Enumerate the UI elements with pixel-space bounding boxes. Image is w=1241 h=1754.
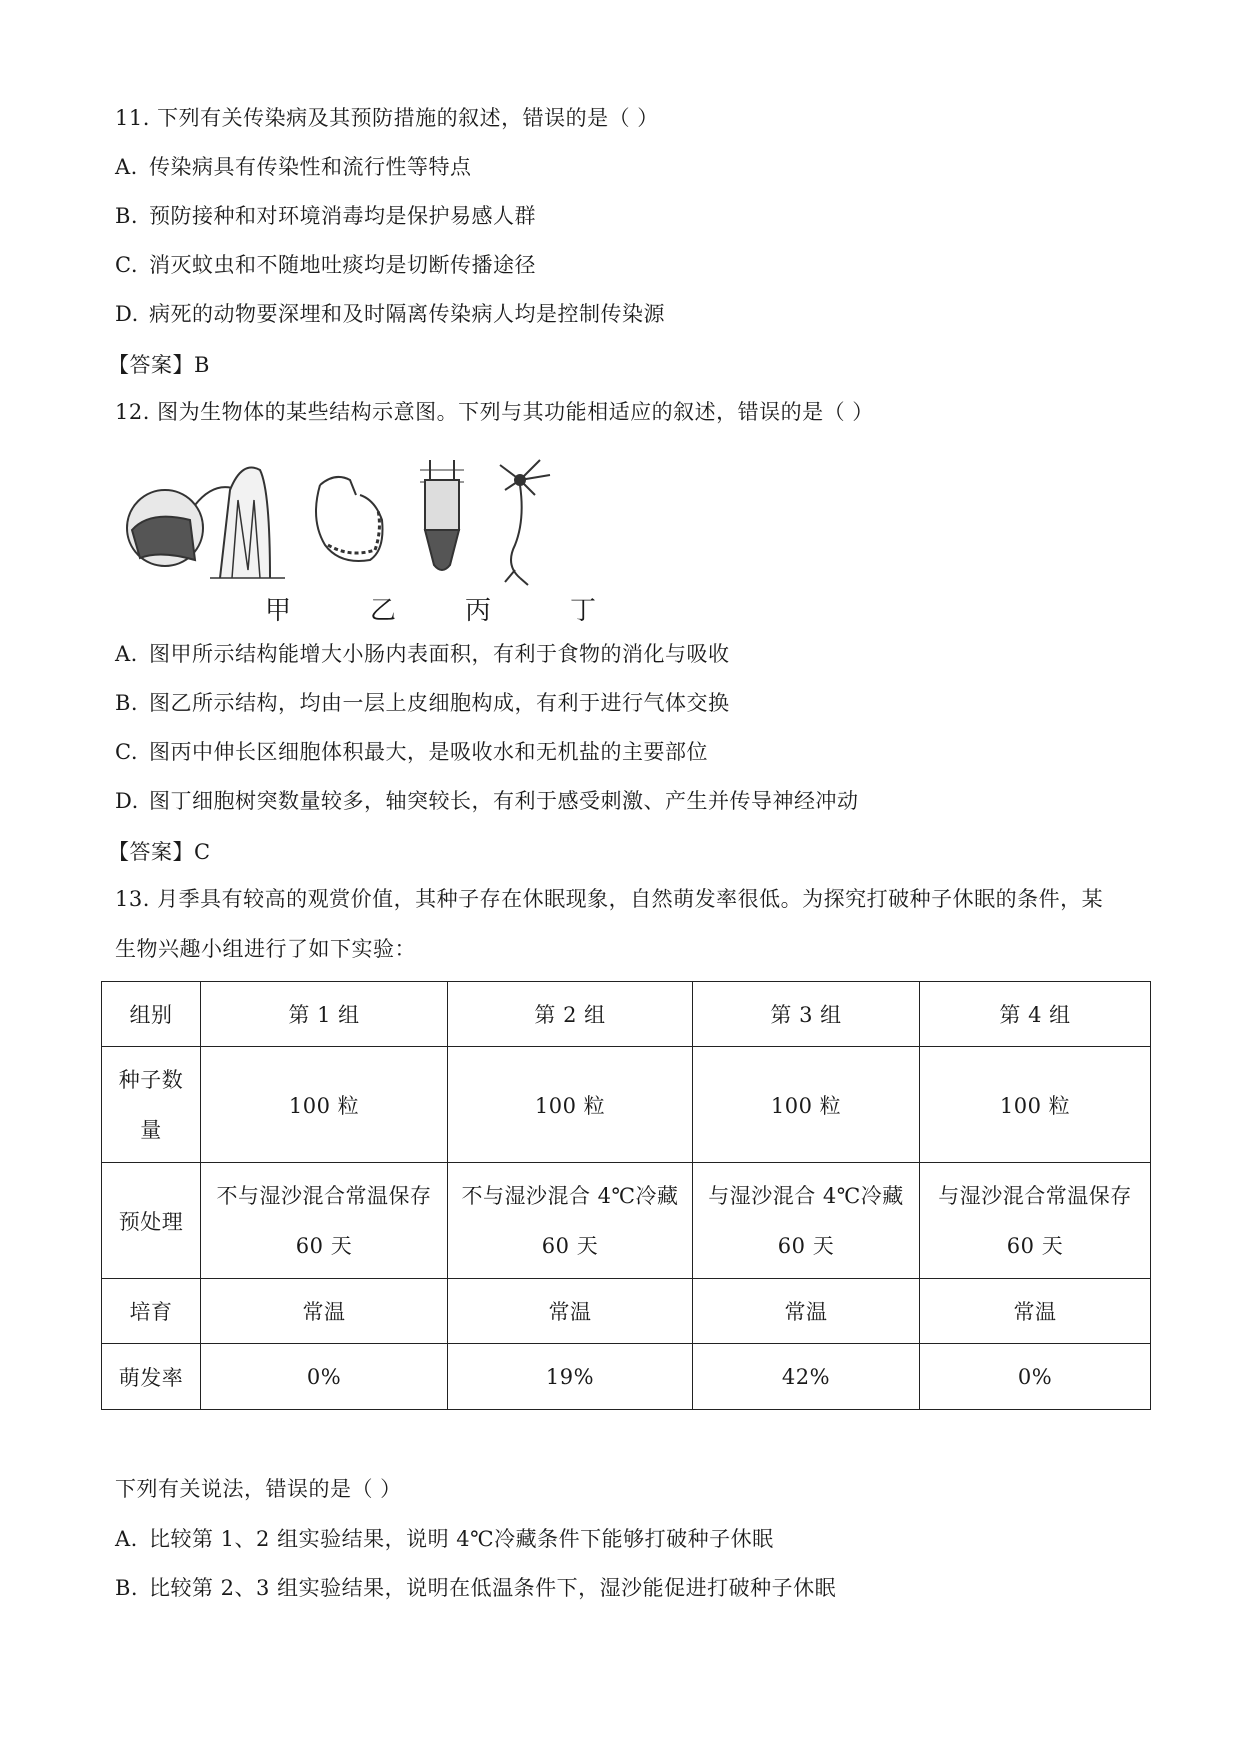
row-header-pretreatment: 预处理: [102, 1163, 201, 1279]
figure-label-yi: 乙: [370, 596, 397, 626]
pretreatment-line1: 与湿沙混合 4℃冷藏: [708, 1183, 904, 1208]
group-2-header: 第 2 组: [448, 982, 693, 1047]
q12-option-d: [115, 787, 859, 815]
q12-option-c: [115, 738, 708, 766]
figure-bing-root-tip: [420, 460, 464, 570]
pretreatment-group-3: [693, 1163, 920, 1279]
pretreatment-line2: 60 天: [541, 1233, 599, 1258]
q11-stem: 11. 下列有关传染病及其预防措施的叙述，错误的是（ ）: [115, 106, 659, 130]
option-text: 比较第 2、3 组实验结果，说明在低温条件下，湿沙能促进打破种子休眠: [149, 1576, 837, 1600]
group-4-header: 第 4 组: [920, 982, 1151, 1047]
q13-question: 下列有关说法，错误的是（ ）: [115, 1477, 402, 1501]
pretreatment-line1: 与湿沙混合常温保存: [938, 1183, 1132, 1208]
option-letter: A.: [115, 642, 138, 666]
pretreatment-group-4: [920, 1163, 1151, 1279]
table-row-group: [102, 982, 1151, 1047]
option-letter: B.: [115, 1576, 139, 1600]
group-3-header: 第 3 组: [693, 982, 920, 1047]
row-header-seeds-line1: 种子数: [118, 1067, 184, 1092]
q11-option-c: [115, 251, 536, 279]
q12-answer: 【答案】C: [108, 840, 211, 864]
option-letter: C.: [115, 253, 138, 277]
row-header-seeds-line2: 量: [140, 1117, 162, 1142]
q13-stem-line2: 生物兴趣小组进行了如下实验：: [115, 937, 416, 961]
seeds-group-4: 100 粒: [920, 1047, 1151, 1163]
experiment-table: [101, 981, 1151, 1410]
option-text: 图丙中伸长区细胞体积最大，是吸收水和无机盐的主要部位: [149, 740, 708, 764]
germination-group-2: 19%: [448, 1344, 693, 1410]
culture-group-2: 常温: [448, 1279, 693, 1344]
q13-option-b: [115, 1574, 836, 1602]
option-text: 图甲所示结构能增大小肠内表面积，有利于食物的消化与吸收: [149, 642, 730, 666]
culture-group-3: 常温: [693, 1279, 920, 1344]
figure-ding-neuron: [500, 460, 550, 585]
pretreatment-line2: 60 天: [777, 1233, 835, 1258]
figure-label-bing: 丙: [465, 596, 492, 626]
option-text: 比较第 1、2 组实验结果，说明 4℃冷藏条件下能够打破种子休眠: [149, 1527, 774, 1551]
germination-group-4: 0%: [920, 1344, 1151, 1410]
figure-jia-villus: [127, 468, 285, 579]
option-letter: B.: [115, 204, 139, 228]
q13-stem-line1: 13. 月季具有较高的观赏价值，其种子存在休眠现象，自然萌发率很低。为探究打破种子休眠的条件，某: [115, 887, 1104, 911]
table-row-seeds: [102, 1047, 1151, 1163]
figure-label-jia: 甲: [265, 596, 292, 626]
option-text: 图乙所示结构，均由一层上皮细胞构成，有利于进行气体交换: [149, 691, 730, 715]
culture-group-4: 常温: [920, 1279, 1151, 1344]
seeds-group-3: 100 粒: [693, 1047, 920, 1163]
option-text: 病死的动物要深埋和及时隔离传染病人均是控制传染源: [149, 302, 665, 326]
seeds-group-2: 100 粒: [448, 1047, 693, 1163]
pretreatment-group-1: [201, 1163, 448, 1279]
table-row-germination: [102, 1344, 1151, 1410]
row-header-group: 组别: [102, 982, 201, 1047]
table-row-culture: [102, 1279, 1151, 1344]
figure-yi-alveolus: [316, 477, 383, 561]
option-letter: D.: [115, 789, 139, 813]
q11-option-d: [115, 300, 665, 328]
group-1-header: 第 1 组: [201, 982, 448, 1047]
pretreatment-line2: 60 天: [1006, 1233, 1064, 1258]
q12-option-a: [115, 640, 730, 668]
row-header-germination: 萌发率: [102, 1344, 201, 1410]
culture-group-1: 常温: [201, 1279, 448, 1344]
option-letter: C.: [115, 740, 138, 764]
pretreatment-line1: 不与湿沙混合 4℃冷藏: [461, 1183, 679, 1208]
pretreatment-group-2: [448, 1163, 693, 1279]
q11-option-a: [115, 153, 472, 181]
pretreatment-line1: 不与湿沙混合常温保存: [216, 1183, 432, 1208]
row-header-seeds: [102, 1047, 201, 1163]
seeds-group-1: 100 粒: [201, 1047, 448, 1163]
q12-stem: 12. 图为生物体的某些结构示意图。下列与其功能相适应的叙述，错误的是（ ）: [115, 400, 874, 424]
q13-option-a: [115, 1525, 774, 1553]
germination-group-1: 0%: [201, 1344, 448, 1410]
q11-option-b: [115, 202, 536, 230]
q11-answer: 【答案】B: [108, 353, 210, 377]
germination-group-3: 42%: [693, 1344, 920, 1410]
table-row-pretreatment: [102, 1163, 1151, 1279]
option-letter: A.: [115, 1527, 138, 1551]
option-letter: A.: [115, 155, 138, 179]
option-text: 图丁细胞树突数量较多，轴突较长，有利于感受刺激、产生并传导神经冲动: [149, 789, 859, 813]
pretreatment-line2: 60 天: [295, 1233, 353, 1258]
option-text: 传染病具有传染性和流行性等特点: [149, 155, 472, 179]
row-header-culture: 培育: [102, 1279, 201, 1344]
option-letter: D.: [115, 302, 139, 326]
q12-figure: [120, 450, 610, 630]
option-text: 预防接种和对环境消毒均是保护易感人群: [149, 204, 536, 228]
structure-diagram: [120, 450, 610, 590]
option-letter: B.: [115, 691, 139, 715]
q12-option-b: [115, 689, 730, 717]
option-text: 消灭蚊虫和不随地吐痰均是切断传播途径: [149, 253, 536, 277]
figure-label-ding: 丁: [570, 596, 597, 626]
